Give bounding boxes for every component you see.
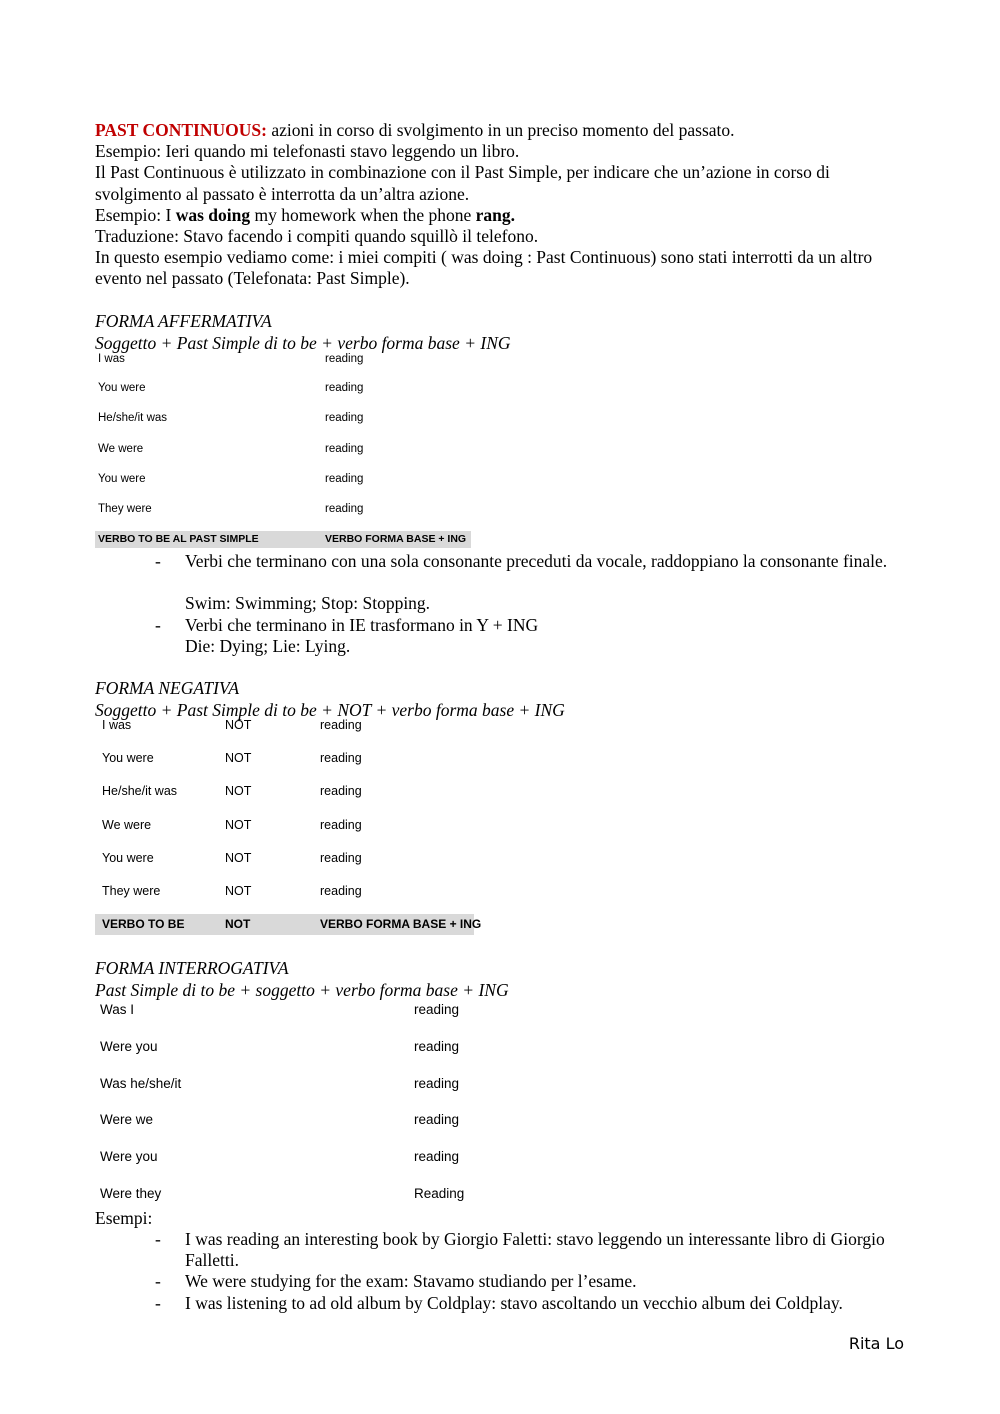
table-cell: reading (320, 851, 362, 865)
table-cell: reading (325, 503, 364, 515)
section-title: PAST CONTINUOUS: (95, 120, 267, 140)
table-cell: I was (98, 353, 125, 365)
table-cell: Were you (100, 1039, 158, 1054)
table-cell: Reading (414, 1186, 465, 1201)
table-cell: reading (320, 884, 362, 898)
negativa-formula: Soggetto + Past Simple di to be + NOT + verbo forma base + ING (95, 700, 565, 720)
bullet-dash: - (155, 615, 161, 635)
table-cell: Was I (100, 1002, 135, 1017)
table-cell: reading (325, 473, 364, 485)
table-cell: I was (102, 718, 132, 732)
list-item: I was listening to ad old album by Coldplay: stavo ascoltando un vecchio album dei Coldplay. (185, 1293, 843, 1313)
list-item-example: Die: Dying; Lie: Lying. (185, 636, 351, 656)
table-footer-cell: VERBO FORMA BASE + ING (320, 917, 482, 931)
table-cell: reading (320, 718, 362, 732)
intro-example: Esempio: Ieri quando mi telefonasti stavo leggendo un libro. (95, 141, 520, 162)
list-item: We were studying for the exam: Stavamo studiando per l’esame. (185, 1271, 637, 1291)
negativa-heading: FORMA NEGATIVA (95, 678, 240, 698)
table-footer-cell: NOT (225, 917, 251, 931)
table-cell: We were (98, 443, 144, 455)
intro-translation: Traduzione: Stavo facendo i compiti quando squillò il telefono. (95, 226, 539, 247)
affermativa-formula: Soggetto + Past Simple di to be + verbo forma base + ING (95, 333, 511, 353)
table-cell: NOT (225, 884, 252, 898)
bullet-dash: - (155, 1271, 161, 1291)
table-cell: Were you (100, 1149, 158, 1164)
table-cell: NOT (225, 751, 252, 765)
table-cell: NOT (225, 718, 252, 732)
intro-explanation: In questo esempio vediamo come: i miei compiti ( was doing : Past Continuous) sono stati interrotti da un altro evento nel passato (Telefonata: Past Simple). (95, 247, 873, 289)
table-cell: We were (102, 818, 152, 832)
table-footer-cell: VERBO TO BE (102, 917, 185, 931)
table-cell: reading (414, 1112, 460, 1127)
table-cell: He/she/it was (98, 412, 168, 424)
intro-paragraph (95, 120, 900, 290)
table-cell: They were (98, 503, 152, 515)
bullet-dash: - (155, 551, 161, 571)
table-cell: Were we (100, 1112, 154, 1127)
intro-example-2: Esempio: I was doing my homework when the phone rang. (95, 204, 515, 225)
table-footer-cell: VERBO FORMA BASE + ING (325, 533, 467, 545)
table-cell: reading (414, 1149, 460, 1164)
table-cell: You were (98, 382, 146, 394)
esempi-heading: Esempi: (95, 1208, 153, 1228)
table-cell: Was he/she/it (100, 1076, 182, 1091)
affermativa-heading: FORMA AFFERMATIVA (95, 311, 272, 331)
list-item-example: Swim: Swimming; Stop: Stopping. (185, 593, 431, 613)
table-cell: reading (414, 1076, 460, 1091)
list-item: Verbi che terminano in IE trasformano in Y + ING (185, 615, 539, 635)
table-cell: He/she/it was (102, 784, 178, 798)
bullet-dash: - (155, 1229, 161, 1249)
table-cell: You were (102, 751, 154, 765)
table-cell: They were (102, 884, 161, 898)
table-cell: reading (320, 784, 362, 798)
table-cell: reading (414, 1039, 460, 1054)
table-cell: reading (320, 818, 362, 832)
table-cell: NOT (225, 851, 252, 865)
intro-usage: Il Past Continuous è utilizzato in combinazione con il Past Simple, per indicare che un’azione in corso di svolgimento al passato è interrotta da un’altra azione. (95, 162, 830, 204)
table-cell: reading (325, 412, 364, 424)
table-cell: NOT (225, 784, 252, 798)
table-cell: You were (102, 851, 154, 865)
bullet-dash: - (155, 1293, 161, 1313)
interrogativa-heading: FORMA INTERROGATIVA (95, 958, 289, 978)
table-cell: reading (325, 382, 364, 394)
table-cell: reading (414, 1002, 460, 1017)
intro-title-line: PAST CONTINUOUS: azioni in corso di svolgimento in un preciso momento del passato. (95, 120, 735, 140)
page-footer-author: Rita Lo (848, 1334, 904, 1353)
table-cell: reading (325, 353, 364, 365)
interrogativa-formula: Past Simple di to be + soggetto + verbo forma base + ING (95, 980, 509, 1000)
table-cell: You were (98, 473, 146, 485)
table-footer-cell: VERBO TO BE AL PAST SIMPLE (98, 533, 259, 545)
list-item: Verbi che terminano con una sola consonante preceduti da vocale, raddoppiano la consonante finale. (185, 551, 888, 571)
table-cell: Were they (100, 1186, 162, 1201)
list-item: I was reading an interesting book by Giorgio Faletti: stavo leggendo un interessante libro di Giorgio Falletti. (185, 1229, 885, 1271)
table-cell: reading (325, 443, 364, 455)
table-cell: NOT (225, 818, 252, 832)
table-cell: reading (320, 751, 362, 765)
